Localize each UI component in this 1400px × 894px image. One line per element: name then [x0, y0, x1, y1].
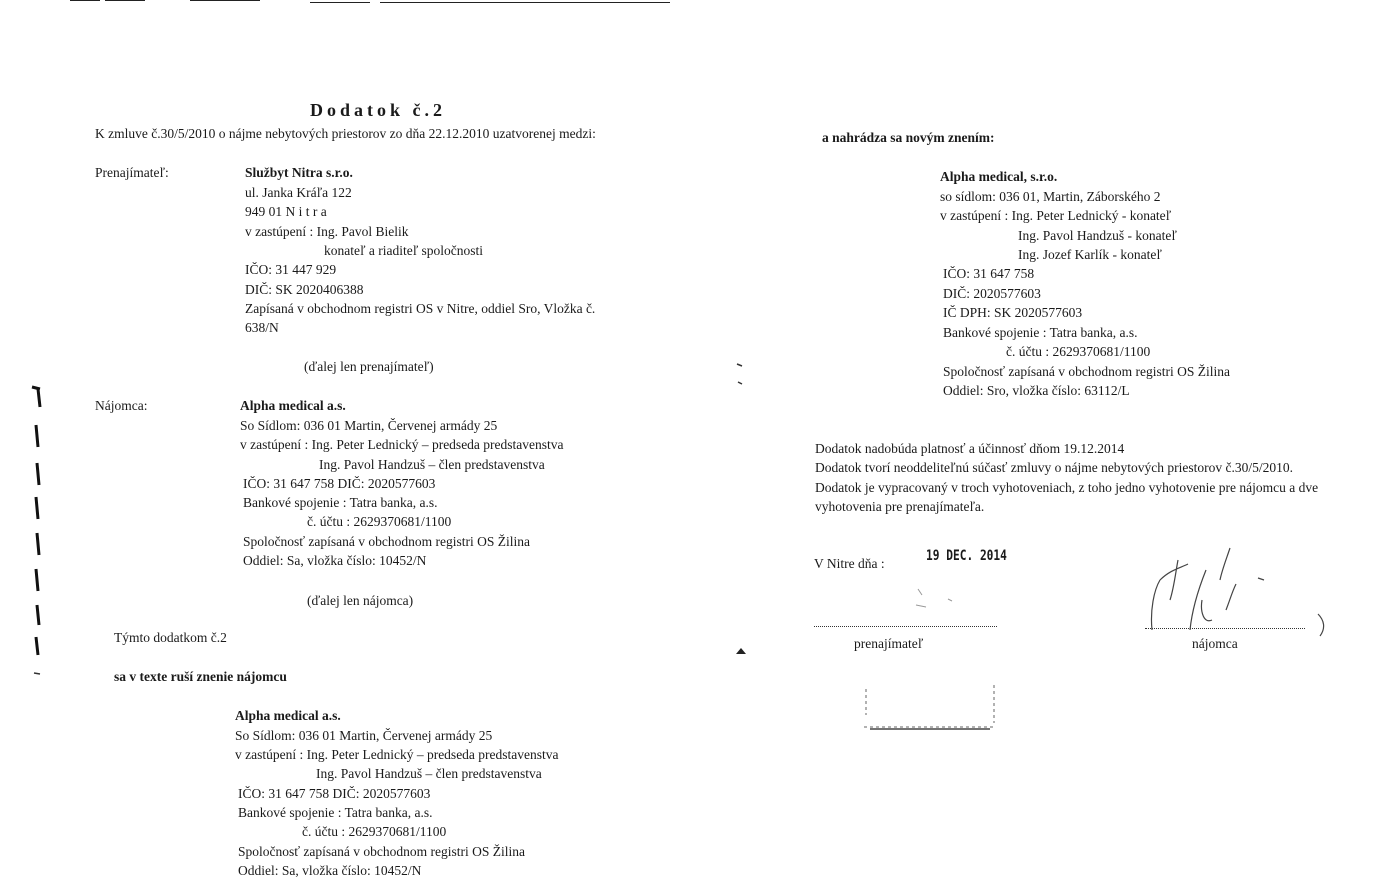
tenant-ids: IČO: 31 647 758 DIČ: 2020577603 — [243, 476, 436, 491]
tenant-registry: Spoločnosť zapísaná v obchodnom registri OS Žilina — [243, 534, 530, 549]
landlord-register: Zapísaná v obchodnom registri OS v Nitre, oddiel Sro, Vložka č. — [245, 301, 596, 316]
new-representative-3: Ing. Jozef Karlík - konateľ — [1018, 247, 1162, 262]
tenant-bank: Bankové spojenie : Tatra banka, a.s. — [243, 495, 438, 510]
new-representative: v zastúpení : Ing. Peter Lednický - konateľ — [940, 208, 1172, 223]
landlord-signature-label: prenajímateľ — [854, 636, 924, 651]
date-stamp: 19 DEC. 2014 — [926, 548, 1007, 564]
closing-line-3: Dodatok je vypracovaný v troch vyhotoveniach, z toho jedno vyhotovenie pre nájomcu a dve — [815, 480, 1319, 495]
landlord-ico: IČO: 31 447 929 — [245, 262, 337, 277]
closing-line-4: vyhotovenia pre prenajímateľa. — [815, 499, 985, 514]
cancel-representative: v zastúpení : Ing. Peter Lednický – predseda predstavenstva — [235, 747, 559, 762]
cancel-representative-2: Ing. Pavol Handzuš – člen predstavenstva — [316, 766, 542, 781]
tenant-address: So Sídlom: 036 01 Martin, Červenej armády 25 — [240, 418, 498, 433]
new-representative-2: Ing. Pavol Handzuš - konateľ — [1018, 228, 1177, 243]
scan-artifact-line — [310, 2, 370, 3]
landlord-register-number: 638/N — [245, 320, 279, 335]
cancel-ids: IČO: 31 647 758 DIČ: 2020577603 — [238, 786, 431, 801]
replace-heading: a nahrádza sa novým znením: — [822, 130, 995, 145]
new-account: č. účtu : 2629370681/1100 — [1006, 344, 1151, 359]
faint-mark — [900, 585, 960, 615]
landlord-label: Prenajímateľ: — [95, 165, 169, 180]
landlord-role: konateľ a riaditeľ spoločnosti — [324, 243, 484, 258]
new-ico: IČO: 31 647 758 — [943, 266, 1035, 281]
tenant-label: Nájomca: — [95, 398, 148, 413]
tenant-account: č. účtu : 2629370681/1100 — [307, 514, 452, 529]
amendment-intro: Týmto dodatkom č.2 — [114, 630, 227, 645]
landlord-representative: v zastúpení : Ing. Pavol Bielik — [245, 224, 409, 239]
cancel-account: č. účtu : 2629370681/1100 — [302, 824, 447, 839]
tenant-name: Alpha medical a.s. — [240, 398, 346, 413]
scan-marks — [734, 360, 748, 660]
place-label: V Nitre dňa : — [814, 556, 885, 571]
new-vat: IČ DPH: SK 2020577603 — [943, 305, 1083, 320]
document-title: Dodatok č.2 — [310, 100, 447, 120]
tenant-section: Oddiel: Sa, vložka číslo: 10452/N — [243, 553, 427, 568]
new-section: Oddiel: Sro, vložka číslo: 63112/L — [943, 383, 1130, 398]
scan-artifact-line — [70, 0, 100, 1]
landlord-city: 949 01 N i t r a — [245, 204, 327, 219]
landlord-suffix: (ďalej len prenajímateľ) — [304, 359, 434, 374]
new-address: so sídlom: 036 01, Martin, Záborského 2 — [940, 189, 1161, 204]
cancel-name: Alpha medical a.s. — [235, 708, 341, 723]
cancel-address: So Sídlom: 036 01 Martin, Červenej armády 25 — [235, 728, 493, 743]
binding-marks — [28, 385, 48, 685]
landlord-dic: DIČ: SK 2020406388 — [245, 282, 364, 297]
tenant-representative-2: Ing. Pavol Handzuš – člen predstavenstva — [319, 457, 545, 472]
tenant-representative: v zastúpení : Ing. Peter Lednický – predseda predstavenstva — [240, 437, 564, 452]
new-name: Alpha medical, s.r.o. — [940, 169, 1058, 184]
cancel-section: Oddiel: Sa, vložka číslo: 10452/N — [238, 863, 422, 878]
scan-artifact-line — [380, 2, 670, 3]
closing-line-1: Dodatok nadobúda platnosť a účinnosť dňom 19.12.2014 — [815, 441, 1125, 456]
new-bank: Bankové spojenie : Tatra banka, a.s. — [943, 325, 1138, 340]
closing-line-2: Dodatok tvorí neoddeliteľnú súčasť zmluvy o nájme nebytových priestorov č.30/5/2010. — [815, 460, 1294, 475]
cancel-bank: Bankové spojenie : Tatra banka, a.s. — [238, 805, 433, 820]
landlord-signature-line — [814, 626, 997, 627]
scan-artifact-line — [190, 0, 260, 1]
intro-text: K zmluve č.30/5/2010 o nájme nebytových priestorov zo dňa 22.12.2010 uzatvorenej medzi: — [95, 126, 596, 141]
tenant-signature-label: nájomca — [1192, 636, 1238, 651]
landlord-street: ul. Janka Kráľa 122 — [245, 185, 352, 200]
new-registry: Spoločnosť zapísaná v obchodnom registri OS Žilina — [943, 364, 1230, 379]
cancel-heading: sa v texte ruší znenie nájomcu — [114, 669, 287, 684]
new-dic: DIČ: 2020577603 — [943, 286, 1041, 301]
landlord-name: Službyt Nitra s.r.o. — [245, 165, 353, 180]
tenant-signature — [1140, 540, 1340, 640]
faint-stamp-box — [860, 675, 1005, 735]
tenant-suffix: (ďalej len nájomca) — [307, 593, 414, 608]
scan-artifact-line — [105, 0, 145, 1]
cancel-registry: Spoločnosť zapísaná v obchodnom registri OS Žilina — [238, 844, 525, 859]
